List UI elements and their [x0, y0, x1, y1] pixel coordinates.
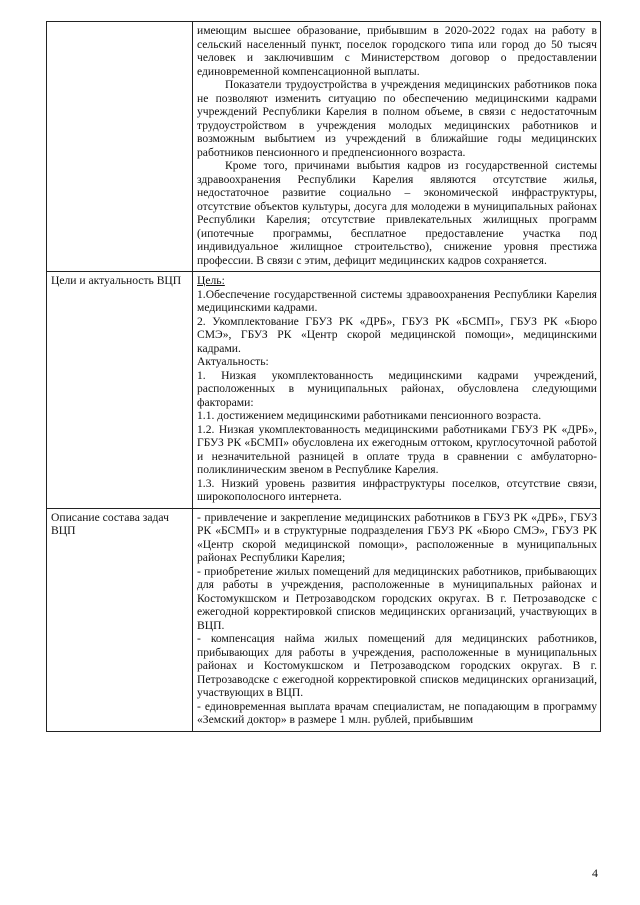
row-content: [193, 22, 601, 272]
paragraph: 1.Обеспечение государственной системы здравоохранения Республики Карелия медицинскими кадрами.: [197, 287, 597, 314]
paragraph: - компенсация найма жилых помещений для медицинских работников, прибывающих для работы в учреждения, расположенные в муниципальных районах и Костомукшском и Петрозаводском городских округах. В г. Петрозаводске с ежегодной корректировкой списков медицинских организаций, участвующих в ВЦП.: [197, 632, 597, 699]
paragraph: Кроме того, причинами выбытия кадров из государственной системы здравоохранения Республики Карелия являются отсутствие жилья, недостаточное развитие социально – экономической инфраструктуры, отсутствие объектов культуры, досуга для молодежи в муниципальных районах Республики Карелия; отсутствие привлекательных жилищных программ (ипотечные программы, бесплатное предоставление участка под индивидуальное жилищное строительство), снижение уровня престижа профессии. В связи с этим, дефицит медицинских кадров сохраняется.: [197, 159, 597, 267]
paragraph: - единовременная выплата врачам специалистам, не попадающим в программу «Земский доктор» в размере 1 млн. рублей, прибывшим: [197, 699, 597, 726]
table-row-tasks: [47, 508, 601, 731]
page-number: 4: [592, 866, 598, 880]
row-label: [47, 22, 193, 272]
paragraph: Показатели трудоустройства в учреждения медицинских работников пока не позволяют изменить ситуацию по обеспечению медицинскими кадрами учреждений Республики Карелия в полном объеме, в связи с недостаточным трудоустройством в учреждения молодых медицинских работников и возможным выбытием из учреждений в ближайшие годы медицинских работников пенсионного и предпенсионного возраста.: [197, 78, 597, 159]
paragraph: - приобретение жилых помещений для медицинских работников, прибывающих для работы в учреждения, расположенные в муниципальных районах и Костомукшском и Петрозаводском городских округах. В г. Петрозаводске с ежегодной корректировкой списков медицинских организаций, участвующих в ВЦП.: [197, 564, 597, 632]
paragraph: Актуальность:: [197, 355, 269, 368]
table-row-goals: [47, 272, 601, 509]
section-heading: Цель:: [197, 274, 225, 287]
row-content: [193, 508, 601, 731]
row-label: Описание состава задач ВЦП: [47, 508, 193, 731]
paragraph: - привлечение и закрепление медицинских работников в ГБУЗ РК «ДРБ», ГБУЗ РК «БСМП» и в структурные подразделения ГБУЗ РК «Бюро СМЭ», ГБУЗ РК «Центр скорой медицинской помощи», расположенные в муниципальных районах Республики Карелия;: [197, 510, 597, 564]
row-content: [193, 272, 601, 509]
paragraph: 1.3. Низкий уровень развития инфраструктуры поселков, отсутствие связи, широкополосного интернета.: [197, 476, 597, 503]
paragraph: имеющим высшее образование, прибывшим в 2020-2022 годах на работу в сельский населенный пункт, поселок городского типа или город до 50 тысяч человек и заключившим с Министерством договор о предоставлении единовременной компенсационной выплаты.: [197, 24, 597, 78]
paragraph: 1. Низкая укомплектованность медицинскими кадрами учреждений, расположенных в муниципальных районах, обусловлена следующими факторами:: [197, 368, 597, 409]
row-label: Цели и актуальность ВЦП: [47, 272, 193, 509]
program-table: [46, 21, 601, 732]
table-row-context: [47, 22, 601, 272]
paragraph: 1.1. достижением медицинскими работниками пенсионного возраста.: [197, 409, 542, 422]
paragraph: 1.2. Низкая укомплектованность медицинскими работниками ГБУЗ РК «ДРБ», ГБУЗ РК «БСМП» обусловлена их ежегодным оттоком, круглосуточной работой и незначительной разницей в оплате труда в сравнении с амбулаторно-поликлиническим звеном в Республике Карелия.: [197, 422, 597, 476]
paragraph: 2. Укомплектование ГБУЗ РК «ДРБ», ГБУЗ РК «БСМП», ГБУЗ РК «Бюро СМЭ», ГБУЗ РК «Центр скорой медицинской помощи», медицинскими кадрами.: [197, 314, 597, 355]
